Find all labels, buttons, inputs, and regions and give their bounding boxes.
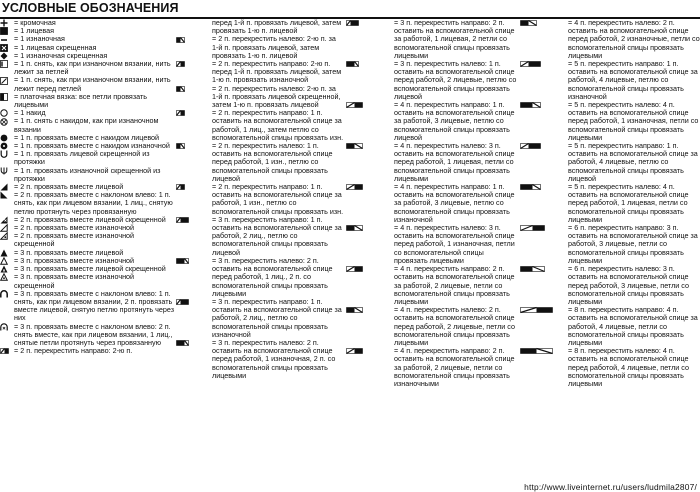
legend-text: = 3 п. провязать вместе лицевой скрещенной (14, 264, 166, 274)
cable-4-right-icon (346, 183, 392, 191)
legend-entry (520, 347, 700, 388)
right-tri-outline-icon (0, 224, 12, 232)
legend-entry (0, 150, 176, 166)
legend-entry (176, 216, 344, 257)
legend-text: = 3 п. перекрестить налево: 2 п. оставить на вспомогательной спице перед работой, 1 лиц., 2 п. со вспомогательной спицы провязать лицевыми (212, 255, 333, 298)
legend-text: = 3 п. перекрестить налево: 2 п. оставить на вспомогательной спице перед работой, 1 изнаночная, 2 п. со вспомогательной спицы провязать лицевыми (212, 337, 336, 380)
cable-2-right-icon (176, 60, 210, 68)
legend-text: = 2 п. перекрестить налево: 2-ю п. за 1-й п. провязать лицевой скрещенной, затем 1-ю п. провязать лицевой (212, 83, 341, 110)
legend-entry (346, 142, 518, 183)
dash-icon (0, 35, 12, 43)
legend-entry (0, 167, 176, 183)
left-tri-icon (0, 191, 12, 199)
cable-6-right-icon (520, 224, 566, 232)
legend-text: = 3 п. провязать вместе с наклоном влево: 1 п. снять, как при лицевом вязании, 2 п. провязать вместе лицевой, снятую петлю протянуть через них (14, 288, 175, 323)
legend-entry (176, 85, 344, 110)
cable-8-left-icon (520, 347, 566, 355)
legend-text: = 1 п. провязать вместе с накидом лицевой (14, 132, 160, 142)
right-tri-cross-icon (0, 216, 12, 224)
legend-text: = 4 п. перекрестить налево: 2 п. оставить на вспомогательной спице перед работой, 2 изнаночные, петли со вспомогательной спицы провязать лицевыми (568, 18, 700, 60)
legend-entry (520, 60, 700, 101)
circle-icon (0, 109, 12, 117)
legend-entry (176, 19, 344, 35)
legend-text: = 5 п. перекрестить налево: 4 п. оставить на вспомогательной спице перед работой, 1 изнаночная, петли со вспомогательной спицы провязать лицевыми (568, 100, 699, 142)
legend-text: = кромочная (14, 18, 56, 27)
legend-text: = 2 п. провязать вместе изнаночной (14, 223, 135, 233)
cable-2-right-icon (176, 109, 210, 117)
legend-text: = 1 изнаночная (14, 34, 65, 44)
filled-square-icon (0, 27, 12, 35)
legend-entry (520, 19, 700, 60)
cable-2-left-icon (176, 142, 210, 150)
slash-square-icon (0, 76, 12, 84)
legend-text: = 2 п. провязать вместе с наклоном влево: 1 п. снять, как при лицевом вязании, 1 лиц., снятую петлю протянуть через провязанную (14, 190, 173, 216)
legend-entry (520, 101, 700, 142)
legend-text: = 3 п. провязать вместе лицевой (14, 247, 124, 257)
legend-entry (346, 183, 518, 224)
cable-4-right-icon (346, 101, 392, 109)
legend-entry (0, 117, 176, 133)
legend-text: = 3 п. провязать вместе с наклоном влево: 2 п. снять вместе, как при лицевом вязании, 1 лиц., снятые петли протянуть через провязанную (14, 321, 173, 347)
legend-entry (346, 265, 518, 306)
legend-text: = 5 п. перекрестить направо: 1 п. оставить на вспомогательной спице за работой, 4 лицевые, петлю со вспомогательной спицы провязать лицевой (568, 141, 698, 183)
cable-2-left-icon (176, 85, 210, 93)
legend-text: = 2 п. перекрестить направо: 2-ю п. перед 1-й п. провязать лицевой, затем 1-ю п. провязать изнаночной (212, 59, 342, 85)
cable-3-left-icon (176, 339, 210, 347)
legend-entry (176, 142, 344, 183)
arch-icon (0, 290, 12, 298)
legend-text: = 1 п. снять с накидом, как при изнаночном вязании (14, 116, 159, 134)
legend-entry (0, 323, 176, 348)
legend-text: = 1 п. снять, как при изнаночном вязании, нить лежит за петлей (14, 59, 171, 77)
cable-5-left-icon (520, 183, 566, 191)
legend-entry (520, 142, 700, 183)
three-up-dot-icon (0, 273, 12, 281)
continuation-indent (176, 19, 210, 27)
legend-text: = 2 п. провязать вместе лицевой скрещенной (14, 214, 166, 224)
legend-entry (0, 290, 176, 323)
legend-entry (346, 101, 518, 142)
legend-entry (0, 191, 176, 216)
cable-5-right-icon (520, 60, 566, 68)
legend-entry (520, 224, 700, 265)
legend-text: перед 1-й п. провязать лицевой, затем провязать 1-ю п. лицевой (212, 18, 342, 36)
legend-text: = 4 п. перекрестить налево: 3 п. оставить на вспомогательной спице перед работой, 1 изнаночная, петли со вспомогательной спицы провязать лицевыми (394, 223, 515, 265)
legend-entry (176, 183, 344, 216)
cable-5-right-icon (520, 142, 566, 150)
legend-entry (0, 60, 176, 76)
legend-text: = 1 лицевая (14, 26, 55, 36)
legend-text: = 2 п. перекрестить налево: 1 п. оставить на вспомогательной спице перед работой, 1 изн., петлю со вспомогательной спицы провязать лицевой (212, 141, 333, 183)
legend-text: = 3 п. провязать вместе изнаночной скрещенной (14, 272, 135, 290)
legend-text: = 1 п. провязать вместе с накидом изнаночной (14, 141, 170, 151)
legend-text: = 5 п. перекрестить налево: 4 п. оставить на вспомогательной спице перед работой, 1 лицевая, петли со вспомогательной спицы провязать лицевыми (568, 182, 689, 224)
legend-entry (346, 224, 518, 265)
cable-4-left-icon (520, 19, 566, 27)
legend-text: = 3 п. перекрестить направо: 1 п. оставить на вспомогательной спице за работой, 2 лиц., петлю со вспомогательной спицы провязать лицевой (212, 214, 342, 257)
legend-text: = 6 п. перекрестить направо: 3 п. оставить на вспомогательной спице за работой, 3 лицевые, петли со вспомогательной спицы провязать лицевыми (568, 223, 698, 265)
legend-text: = 5 п. перекрестить направо: 1 п. оставить на вспомогательной спице за работой, 4 лицевые, петлю со вспомогательной спицы провязать изнаночной (568, 59, 698, 101)
legend-entry (520, 183, 700, 224)
legend-column-1 (0, 19, 176, 355)
legend-text: = 3 п. провязать вместе изнаночной (14, 255, 135, 265)
legend-entry (0, 232, 176, 248)
legend-text: = 1 накид (14, 108, 46, 118)
three-up-outline-icon (0, 257, 12, 265)
legend-entry (176, 109, 344, 142)
arch-cross-icon (0, 323, 12, 331)
fork-icon (0, 167, 12, 175)
legend-text: = 2 п. провязать вместе изнаночной скрещенной (14, 231, 135, 249)
legend-text: = 4 п. перекрестить направо: 1 п. оставить на вспомогательной спице за работой, 3 лицевые, петлю со вспомогательной спицы провязать изнаночной (394, 182, 515, 224)
legend-text: = 4 п. перекрестить направо: 2 п. оставить на вспомогательной спице за работой, 2 лицевые, петли со вспомогательной спицы провязать лицевыми (394, 264, 515, 306)
plus-icon (0, 19, 12, 27)
cable-8-right-icon (520, 306, 566, 314)
cable-4-left-icon (346, 306, 392, 314)
legend-entry (0, 76, 176, 92)
legend-entry (346, 19, 518, 60)
legend-column-4 (520, 19, 700, 388)
legend-text: = 1 п. снять, как при изнаночном вязании, нить лежит перед петлей (14, 75, 171, 93)
legend-column-2 (176, 19, 344, 380)
half-square-icon (0, 93, 12, 101)
legend-text: = 4 п. перекрестить налево: 2 п. оставить на вспомогательной спице перед работой, 2 лицевые, петли со вспомогательной спицы провязать лицевыми (394, 305, 515, 347)
legend-entry (346, 347, 518, 388)
legend-entry (176, 35, 344, 60)
circle-cross-icon (0, 117, 12, 125)
cup-icon (0, 150, 12, 158)
cable-4-right-icon (346, 347, 392, 355)
legend-entry (0, 93, 176, 109)
legend-entry (176, 339, 344, 380)
legend-text: = 1 п. провязать изнаночной скрещенной из протяжки (14, 165, 161, 183)
legend-text: = 2 п. перекрестить направо: 1 п. оставить на вспомогательной спице за работой, 1 изн., петлю со вспомогательной спицы провязать изн. (212, 182, 344, 216)
legend-text: = 8 п. перекрестить направо: 4 п. оставить на вспомогательной спице за работой, 4 лицевые, петли со вспомогательной спицы провязать лицевыми (568, 305, 698, 347)
watermark-url: http://www.liveinternet.ru/users/ludmila2807/ (524, 482, 697, 492)
legend-text: = 8 п. перекрестить налево: 4 п. оставить на вспомогательной спице перед работой, 4 лицевые, петли со вспомогательной спицы провязать лицевыми (568, 346, 689, 388)
legend-text: = 6 п. перекрестить налево: 3 п. оставить на вспомогательной спице перед работой, 3 лицевые, петли со вспомогательной спицы провязать лицевыми (568, 264, 689, 306)
three-up-cross-icon (0, 265, 12, 273)
diamond-icon (0, 52, 12, 60)
three-up-icon (0, 249, 12, 257)
dot-circle-icon (0, 142, 12, 150)
legend-column-3 (346, 19, 518, 388)
legend-text: = 4 п. перекрестить налево: 3 п. оставить на вспомогательной спице перед работой, 1 лицевая, петли со вспомогательной спицы провязать лицевыми (394, 141, 515, 183)
legend-text: = 3 п. перекрестить направо: 1 п. оставить на вспомогательной спице за работой, 2 лиц., петлю со вспомогательной спицы провязать изнаночной (212, 296, 342, 339)
cable-4-left-icon (346, 224, 392, 232)
legend-text: = 1 п. провязать лицевой скрещенной из протяжки (14, 149, 150, 167)
right-tri-icon (0, 183, 12, 191)
legend-entry (346, 60, 518, 101)
right-tri-dot-icon (0, 232, 12, 240)
page-title: УСЛОВНЫЕ ОБОЗНАЧЕНИЯ (2, 1, 179, 15)
legend-entry (176, 257, 344, 298)
legend-text: = 2 п. перекрестить направо: 1 п. оставить на вспомогательной спице за работой, 1 лиц., затем петлю со вспомогательной спицы провязать изн. (212, 108, 344, 142)
cable-6-left-icon (520, 265, 566, 273)
legend-entry (0, 273, 176, 289)
legend-text: = 1 изнаночная скрещенная (14, 50, 108, 60)
legend-text: = 2 п. провязать вместе лицевой (14, 182, 124, 192)
legend-entry (0, 347, 176, 355)
legend-text: = 1 лицевая скрещенная (14, 42, 97, 52)
cable-2-right-icon (0, 347, 12, 355)
legend-text: = 4 п. перекрестить направо: 1 п. оставить на вспомогательной спице за работой, 3 лицевые, петлю со вспомогательной спицы провязать лицевой (394, 100, 515, 142)
cable-3-right-icon (176, 298, 210, 306)
crossed-square-icon (0, 44, 12, 52)
slip-square-icon (0, 60, 12, 68)
cable-4-right-icon (346, 265, 392, 273)
legend-entry (520, 306, 700, 347)
legend-entry (176, 298, 344, 339)
cable-3-right-icon (176, 216, 210, 224)
cable-3-left-icon (176, 257, 210, 265)
filled-circle-icon (0, 134, 12, 142)
legend-text: = 4 п. перекрестить направо: 2 п. оставить на вспомогательной спице за работой, 2 лицевые, петли со вспомогательной спицы провязать изнаночными (394, 346, 515, 388)
legend-entry (176, 60, 344, 85)
cable-2-left-icon (176, 35, 210, 43)
cable-3-right-icon (346, 19, 392, 27)
legend-text: = 3 п. перекрестить налево: 1 п. оставить на вспомогательной спице перед работой, 2 лицевые, петлю со вспомогательной спицы провязать лицевой (394, 59, 517, 101)
legend-entry (520, 265, 700, 306)
cable-4-left-icon (346, 142, 392, 150)
cable-2-right-icon (176, 183, 210, 191)
legend-entry (346, 306, 518, 347)
cable-3-left-icon (346, 60, 392, 68)
legend-text: = платочная вязка: все петли провязать лицевыми (14, 91, 147, 110)
cable-5-left-icon (520, 101, 566, 109)
legend-text: = 2 п. перекрестить налево: 2-ю п. за 1-й п. провязать лицевой, затем провязать 1-ю п. лицевой (212, 34, 336, 60)
legend-text: = 3 п. перекрестить направо: 2 п. оставить на вспомогательной спице за работой, 1 лицевая, 2 петли со вспомогательной спицы провязать лицевыми (394, 18, 515, 60)
legend-text: = 2 п. перекрестить направо: 2-ю п. (14, 346, 133, 356)
